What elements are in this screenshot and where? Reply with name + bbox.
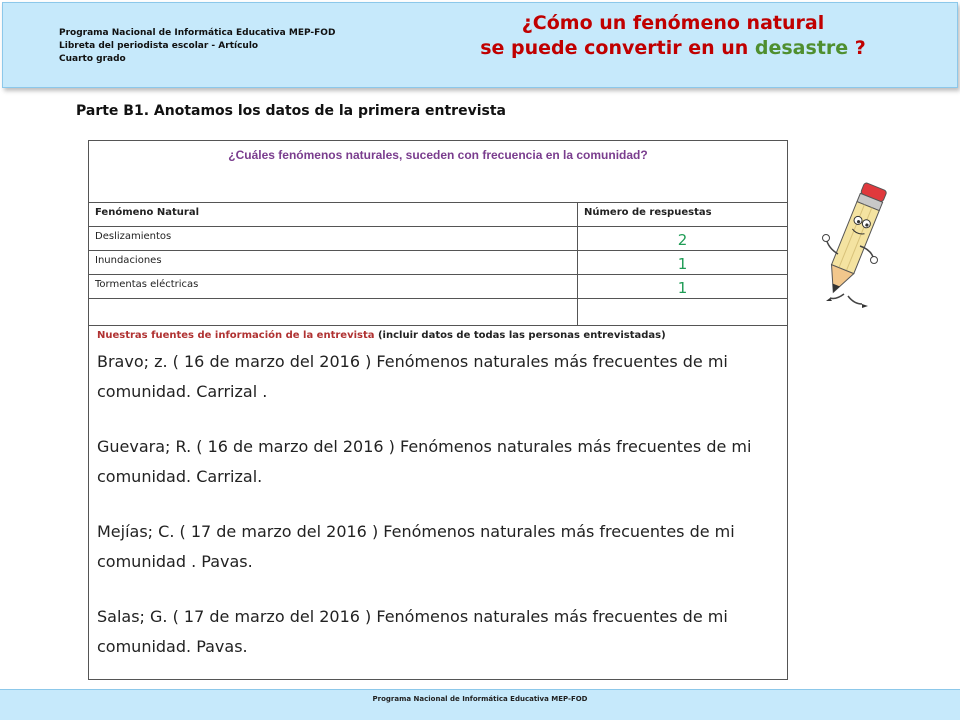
column-header-responses: Número de respuestas <box>584 207 712 218</box>
title-line-2-pre: se puede convertir en un <box>480 37 755 59</box>
header-banner <box>2 2 958 88</box>
responses-cell: 1 <box>677 255 688 273</box>
grade-level: Cuarto grado <box>59 54 126 64</box>
table-header-row <box>89 203 787 227</box>
sources-caption <box>97 330 787 341</box>
notebook-name: Libreta del periodista escolar - Artículo <box>59 41 259 51</box>
sources-note: (incluir datos de todas las personas entrevistadas) <box>374 330 666 341</box>
column-header-phenomenon: Fenómeno Natural <box>89 203 578 226</box>
table-row <box>89 227 787 251</box>
footer-text: Programa Nacional de Informática Educativa MEP-FOD <box>372 695 588 703</box>
title-line-2-post: ? <box>848 37 866 59</box>
survey-table <box>88 140 788 680</box>
empty-cell <box>89 299 578 325</box>
empty-cell <box>578 299 787 325</box>
source-entry: Mejías; C. ( 17 de marzo del 2016 ) Fenómenos naturales más frecuentes de mi comunidad . Pavas. <box>97 522 735 571</box>
title-highlight: desastre <box>754 37 849 59</box>
footer-bar <box>0 689 960 720</box>
pencil-character-icon <box>814 176 890 316</box>
source-entry: Bravo; z. ( 16 de marzo del 2016 ) Fenómenos naturales más frecuentes de mi comunidad. Carrizal . <box>97 352 728 401</box>
source-entry: Guevara; R. ( 16 de marzo del 2016 ) Fenómenos naturales más frecuentes de mi comunidad. Carrizal. <box>97 437 752 486</box>
header-info <box>59 27 335 66</box>
survey-question: ¿Cuáles fenómenos naturales, suceden con frecuencia en la comunidad? <box>89 141 787 203</box>
title-line-1: ¿Cómo un fenómeno natural <box>521 12 825 34</box>
responses-cell: 2 <box>677 231 688 249</box>
phenomenon-cell: Inundaciones <box>89 251 578 274</box>
phenomenon-cell: Tormentas eléctricas <box>89 275 578 298</box>
phenomenon-cell: Deslizamientos <box>89 227 578 250</box>
responses-cell: 1 <box>677 279 688 297</box>
page-title <box>403 11 943 61</box>
table-row <box>89 251 787 275</box>
program-name: Programa Nacional de Informática Educativa MEP-FOD <box>59 28 336 38</box>
title-line-2 <box>403 36 943 61</box>
empty-table-row <box>89 299 787 326</box>
table-row <box>89 275 787 299</box>
sources-section <box>89 326 787 662</box>
sources-label: Nuestras fuentes de información de la entrevista <box>97 330 375 341</box>
source-entry: Salas; G. ( 17 de marzo del 2016 ) Fenómenos naturales más frecuentes de mi comunidad. Pavas. <box>97 607 728 656</box>
section-heading: Parte B1. Anotamos los datos de la primera entrevista <box>76 103 506 119</box>
